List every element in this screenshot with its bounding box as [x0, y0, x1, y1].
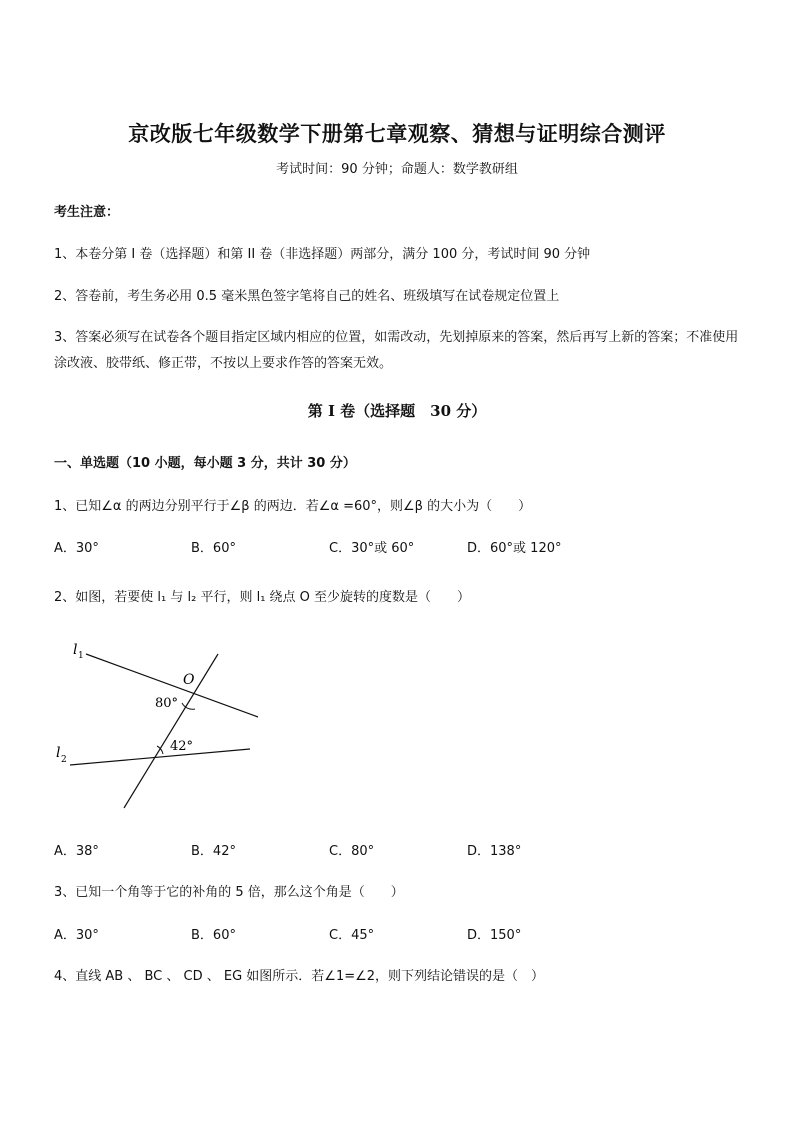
- question-3-option-c[interactable]: C．45°: [329, 928, 375, 943]
- question-2-option-a[interactable]: A．38°: [54, 844, 99, 859]
- notice-item-3: 3、答案必须写在试卷各个题目指定区域内相应的位置，如需改动，先划掉原来的答案，然后再写上新的答案；不准使用涂改液、胶带纸、修正带，不按以上要求作答的答案无效。: [54, 330, 739, 371]
- label-angle-80: 80°: [155, 696, 179, 711]
- question-3-option-d[interactable]: D．150°: [467, 928, 522, 943]
- label-l2: l: [56, 745, 61, 761]
- label-angle-42: 42°: [170, 739, 194, 754]
- section-title: 第 I 卷（选择题 30 分）: [307, 402, 487, 420]
- question-1-option-c[interactable]: C．30°或 60°: [329, 541, 415, 556]
- question-4-text: 4、直线 AB 、 BC 、 CD 、 EG 如图所示．若∠1=∠2，则下列结论错误的是（ ）: [54, 969, 545, 984]
- question-2-text: 2、如图，若要使 l₁ 与 l₂ 平行，则 l₁ 绕点 O 至少旋转的度数是（ ）: [54, 590, 471, 605]
- notice-item-2: 2、答卷前，考生务必用 0.5 毫米黑色签字笔将自己的姓名、班级填写在试卷规定位置上: [54, 289, 560, 304]
- question-1-option-a[interactable]: A．30°: [54, 541, 99, 556]
- question-3-option-b[interactable]: B．60°: [191, 928, 236, 943]
- page-subtitle: 考试时间：90 分钟；命题人：数学教研组: [276, 162, 518, 177]
- line-l2: [70, 749, 250, 765]
- angle-arc-80: [182, 703, 195, 709]
- label-l1-subscript: 1: [78, 651, 84, 661]
- page-title: 京改版七年级数学下册第七章观察、猜想与证明综合测评: [128, 121, 666, 146]
- label-point-o: O: [183, 672, 195, 688]
- question-2-option-c[interactable]: C．80°: [329, 844, 375, 859]
- question-2-option-b[interactable]: B．42°: [191, 844, 236, 859]
- question-3-text: 3、已知一个角等于它的补角的 5 倍，那么这个角是（ ）: [54, 885, 404, 900]
- notice-item-1: 1、本卷分第 I 卷（选择题）和第 II 卷（非选择题）两部分，满分 100 分，考试时间 90 分钟: [54, 247, 591, 262]
- label-l1: l: [73, 642, 78, 658]
- question-3-option-a[interactable]: A．30°: [54, 928, 99, 943]
- part-heading: 一、单选题（10 小题，每小题 3 分，共计 30 分）: [54, 456, 356, 471]
- question-2-figure: [48, 634, 268, 814]
- question-1-text: 1、已知∠α 的两边分别平行于∠β 的两边．若∠α =60°，则∠β 的大小为（ ）: [54, 499, 532, 514]
- question-1-option-d[interactable]: D．60°或 120°: [467, 541, 562, 556]
- question-2-option-d[interactable]: D．138°: [467, 844, 522, 859]
- notice-heading: 考生注意：: [54, 205, 120, 220]
- transversal-line: [124, 654, 218, 808]
- label-l2-subscript: 2: [61, 755, 67, 765]
- question-1-option-b[interactable]: B．60°: [191, 541, 236, 556]
